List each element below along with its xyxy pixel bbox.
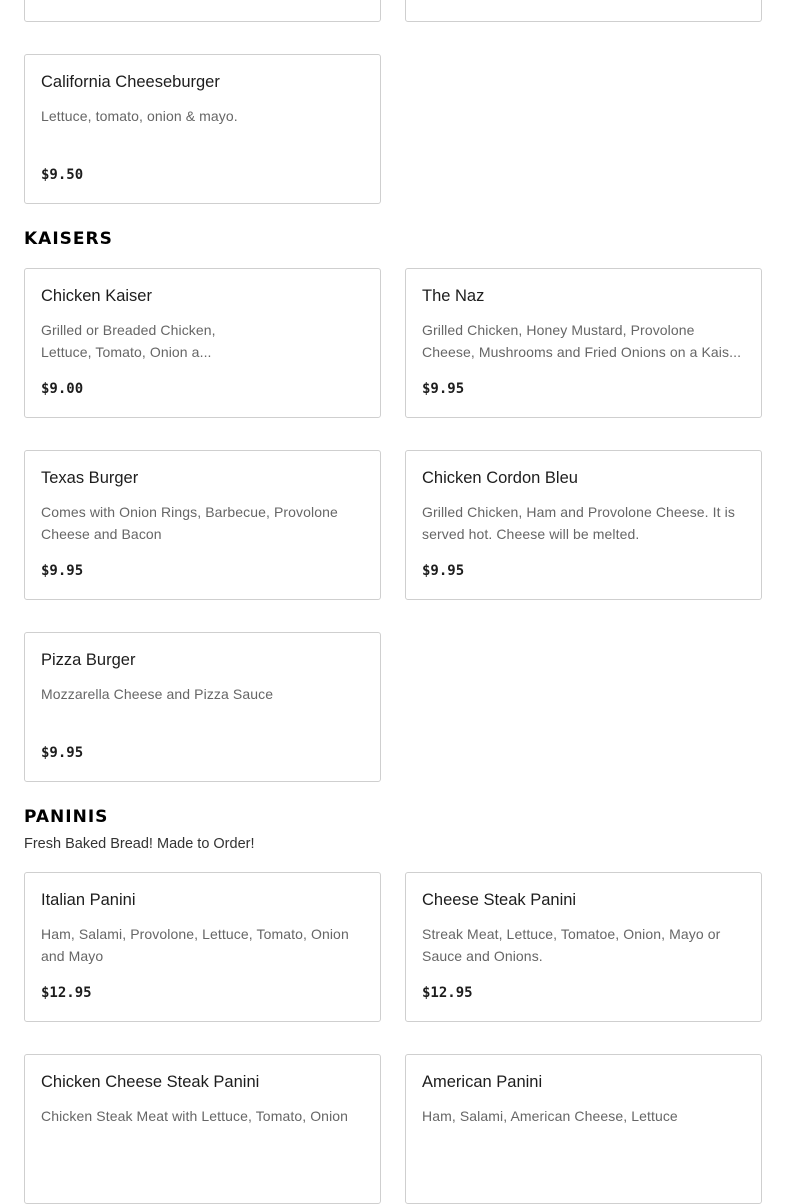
section-title-kaisers: KAISERS [24,229,113,249]
item-price: $9.95 [41,563,84,579]
item-price: $12.95 [422,985,473,1001]
item-name: The Naz [422,287,485,305]
item-description: Ham, Salami, American Cheese, Lettuce [422,1108,678,1124]
item-description: Ham, Salami, Provolone, Lettuce, Tomato, Onion and Mayo [41,926,349,964]
menu-item-card[interactable] [24,0,381,22]
menu-item-card[interactable] [405,0,762,22]
item-name: Pizza Burger [41,651,136,669]
item-price: $9.50 [41,167,84,183]
menu-item-card-texas-burger[interactable] [24,450,381,600]
menu-item-card-chicken-cordon-bleu[interactable] [405,450,762,600]
item-name: Chicken Kaiser [41,287,152,305]
item-description: Grilled Chicken, Honey Mustard, Provolone Cheese, Mushrooms and Fried Onions on a Kais... [422,322,742,360]
menu-item-card-the-naz[interactable] [405,268,762,418]
item-description: Grilled or Breaded Chicken, Lettuce, Tomato, Onion a... [41,322,216,360]
menu-item-card-california-cheeseburger[interactable] [24,54,381,204]
item-name: American Panini [422,1073,543,1091]
item-price: $9.00 [41,381,84,397]
menu-item-card-chicken-cheese-steak-panini[interactable] [24,1054,381,1204]
item-description: Comes with Onion Rings, Barbecue, Provolone Cheese and Bacon [41,504,338,542]
item-name: Cheese Steak Panini [422,891,577,909]
item-description: Lettuce, tomato, onion & mayo. [41,108,238,124]
item-name: California Cheeseburger [41,73,220,91]
section-subtitle: Fresh Baked Bread! Made to Order! [24,836,255,852]
item-description: Grilled Chicken, Ham and Provolone Cheese. It is served hot. Cheese will be melted. [422,504,735,542]
section-title-paninis: PANINIS [24,807,109,827]
item-name: Chicken Cheese Steak Panini [41,1073,260,1091]
menu-item-card-chicken-kaiser[interactable] [24,268,381,418]
item-description: Streak Meat, Lettuce, Tomatoe, Onion, Mayo or Sauce and Onions. [422,926,721,964]
menu-item-card-cheese-steak-panini[interactable] [405,872,762,1022]
item-price: $9.95 [41,745,84,761]
item-price: $12.95 [41,985,92,1001]
menu-item-card-pizza-burger[interactable] [24,632,381,782]
item-name: Italian Panini [41,891,136,909]
item-description: Chicken Steak Meat with Lettuce, Tomato, Onion [41,1108,349,1124]
item-name: Chicken Cordon Bleu [422,469,578,487]
menu-item-card-italian-panini[interactable] [24,872,381,1022]
item-price: $9.95 [422,381,465,397]
menu-item-card-american-panini[interactable] [405,1054,762,1204]
item-description: Mozzarella Cheese and Pizza Sauce [41,686,274,702]
item-name: Texas Burger [41,469,139,487]
item-price: $9.95 [422,563,465,579]
